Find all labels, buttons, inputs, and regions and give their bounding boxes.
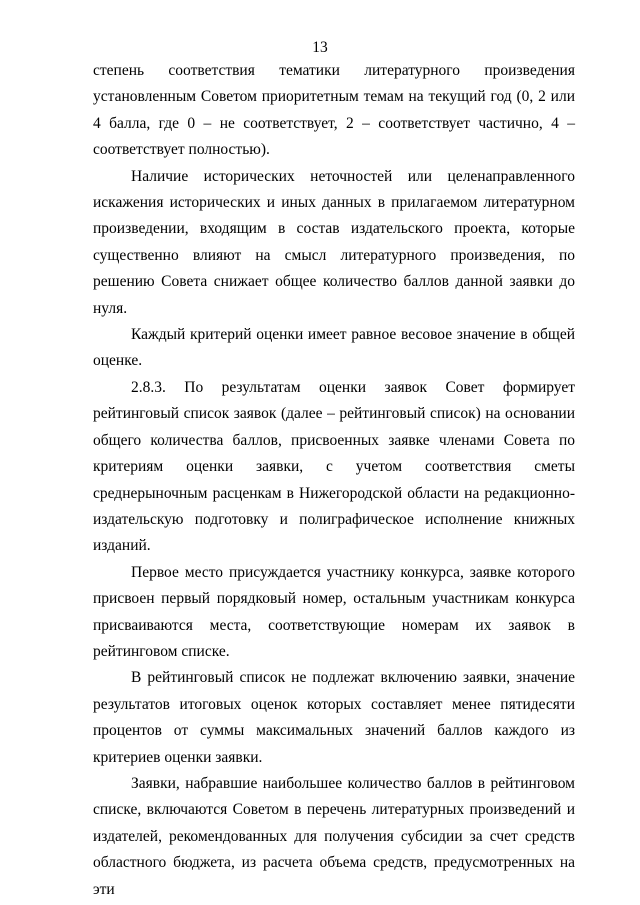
paragraph-first-place: Первое место присуждается участнику конкурса, заявке которого присвоен первый порядковый номер, остальным участникам конкурса присваиваются места, соответствующие номерам их заявок в рейтинговом списке.	[93, 563, 575, 660]
paragraph-2-8-3: 2.8.3. По результатам оценки заявок Совет формирует рейтинговый список заявок (далее – рейтинговый список) на основании общего количества баллов, присвоенных заявке членами Совета по критериям оценки заявки, с учетом соответствия сметы среднерыночным расценкам в Нижегородской области на редакционно-издательскую подготовку и полиграфическое исполнение книжных изданий.	[93, 378, 575, 555]
paragraph-continuation: степень соответствия тематики литературного произведения установленным Советом приоритетным темам на текущий год (0, 2 или 4 балла, где 0 – не соответствует, 2 – соответствует частично, 4 – соответствует полностью).	[93, 62, 575, 159]
document-body	[93, 58, 575, 903]
paragraph-historical-inaccuracies: Наличие исторических неточностей или целенаправленного искажения исторических и иных данных в прилагаемом литературном произведении, входящим в состав издательского проекта, которые существенно влияют на смысл литературного произведения, по решению Совета снижает общее количество баллов данной заявки до нуля.	[93, 167, 575, 317]
paragraph-exclusion: В рейтинговый список не подлежат включению заявки, значение результатов итоговых оценок которых составляет менее пятидесяти процентов от суммы максимальных значений баллов каждого из критериев оценки заявки.	[93, 669, 575, 766]
paragraph-criteria-weight: Каждый критерий оценки имеет равное весовое значение в общей оценке.	[93, 326, 575, 370]
page-number: 13	[312, 39, 328, 56]
paragraph-top-applications: Заявки, набравшие наибольшее количество баллов в рейтинговом списке, включаются Советом в перечень литературных произведений и издателей, рекомендованных для получения субсидии за счет средств областного бюджета, из расчета объема средств, предусмотренных на эти	[93, 774, 575, 898]
